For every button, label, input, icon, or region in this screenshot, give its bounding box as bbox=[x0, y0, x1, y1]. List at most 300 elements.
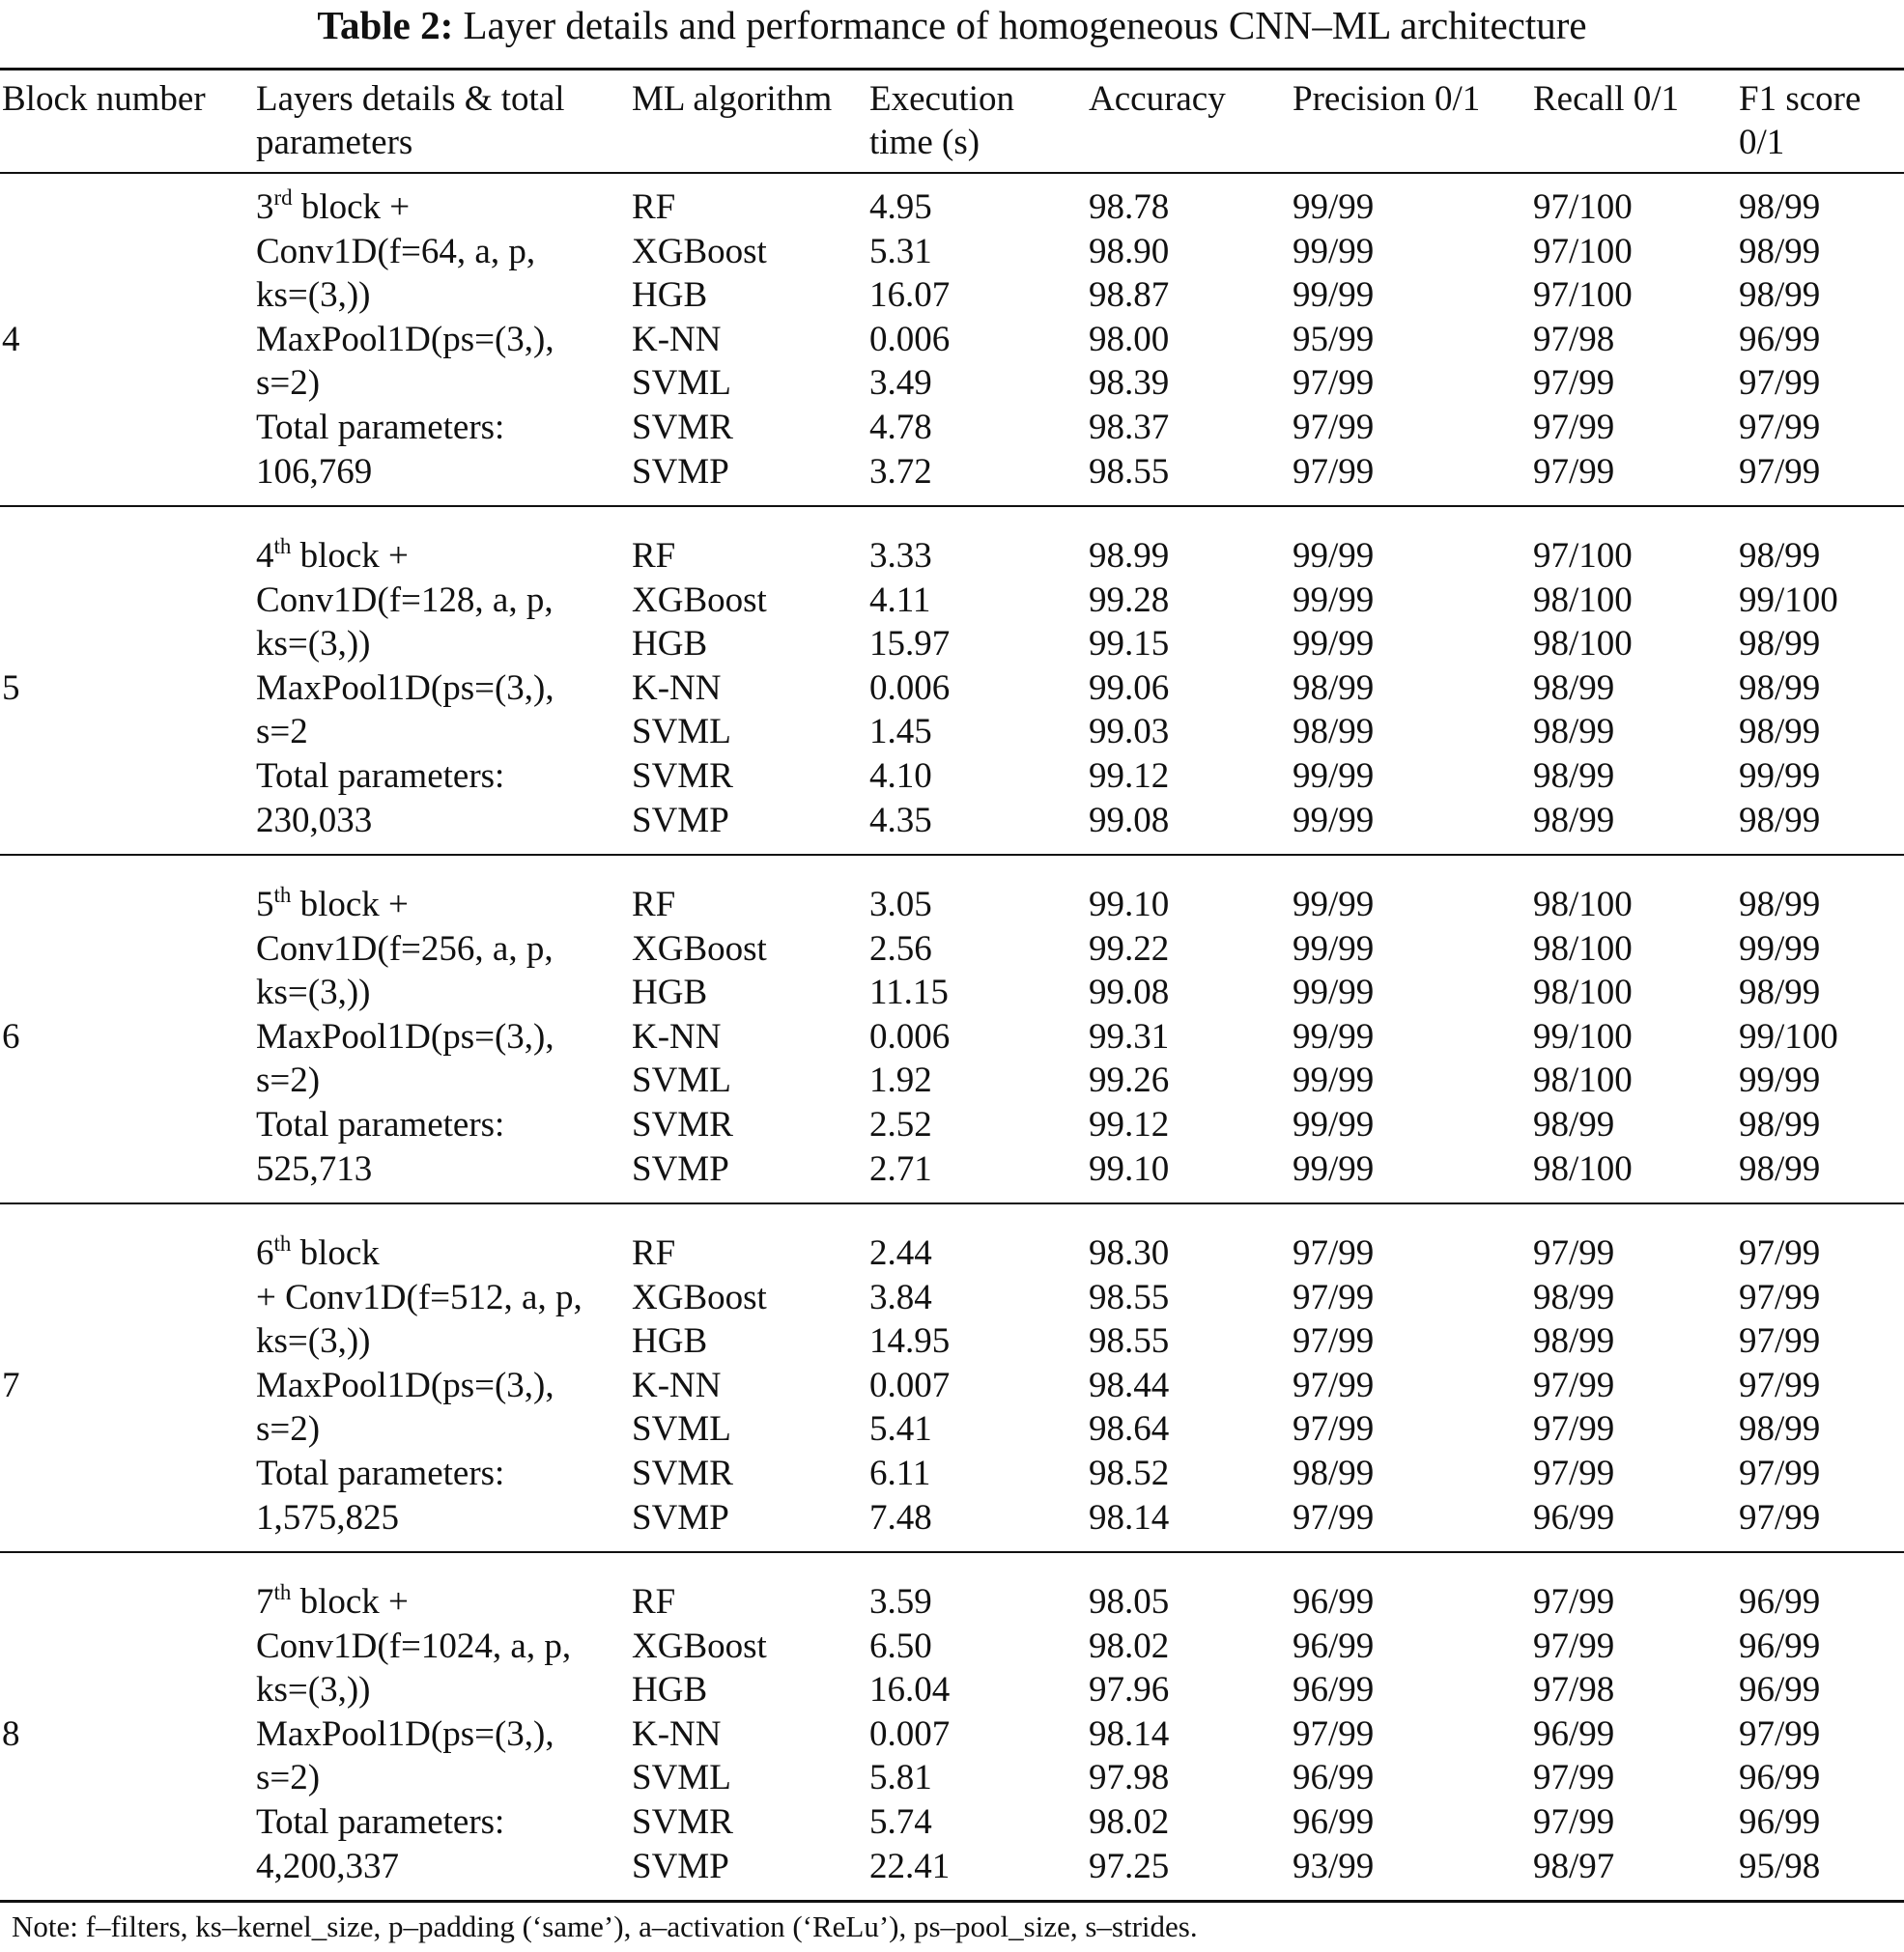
cell-accuracy: 98.55 bbox=[1089, 451, 1170, 492]
block-number: 4 bbox=[2, 319, 20, 359]
table-row bbox=[0, 1625, 1904, 1669]
table-row bbox=[0, 1147, 1904, 1192]
cell-execution-time: 1.45 bbox=[869, 712, 932, 752]
table-row bbox=[0, 666, 1904, 711]
table-row bbox=[0, 1319, 1904, 1364]
cell-f1-score: 98/99 bbox=[1739, 536, 1821, 576]
table-row bbox=[0, 622, 1904, 666]
cell-execution-time: 0.006 bbox=[869, 319, 951, 359]
cell-layer-details: ks=(3,)) bbox=[256, 973, 371, 1013]
cell-precision: 99/99 bbox=[1293, 928, 1375, 969]
layer-block-text: block + bbox=[291, 885, 409, 924]
layer-block-ordinal: 7 bbox=[256, 1582, 274, 1622]
cell-ml-algorithm: K-NN bbox=[632, 1713, 722, 1754]
cell-execution-time: 2.71 bbox=[869, 1148, 932, 1189]
table-row bbox=[0, 1845, 1904, 1889]
cell-f1-score: 98/99 bbox=[1739, 275, 1821, 316]
table-row bbox=[0, 883, 1904, 927]
cell-precision: 99/99 bbox=[1293, 624, 1375, 665]
cell-recall: 97/99 bbox=[1533, 1365, 1615, 1405]
block-separator-rule bbox=[0, 854, 1904, 856]
cell-precision: 98/99 bbox=[1293, 1454, 1375, 1493]
cell-recall: 97/99 bbox=[1533, 1409, 1615, 1450]
cell-ml-algorithm: SVMP bbox=[632, 1148, 729, 1189]
cell-execution-time: 0.007 bbox=[869, 1713, 951, 1754]
cell-execution-time: 3.49 bbox=[869, 363, 932, 404]
cell-f1-score: 97/99 bbox=[1739, 1497, 1821, 1538]
header-layers-line1: Layers details & total bbox=[256, 79, 565, 119]
header-ml-algorithm: ML algorithm bbox=[632, 79, 833, 119]
cell-recall: 97/100 bbox=[1533, 275, 1633, 316]
cell-layer-details: Conv1D(f=256, a, p, bbox=[256, 928, 554, 969]
cell-accuracy: 98.55 bbox=[1089, 1321, 1170, 1362]
cell-f1-score: 98/99 bbox=[1739, 231, 1821, 271]
cell-execution-time: 5.41 bbox=[869, 1409, 932, 1450]
cell-f1-score: 95/98 bbox=[1739, 1846, 1821, 1886]
block-separator-rule bbox=[0, 1202, 1904, 1204]
cell-recall: 96/99 bbox=[1533, 1713, 1615, 1754]
cell-accuracy: 98.90 bbox=[1089, 231, 1170, 271]
layer-ordinal-suffix: th bbox=[273, 534, 292, 559]
table-row bbox=[0, 230, 1904, 274]
cell-layer-details bbox=[256, 534, 409, 582]
cell-accuracy: 98.00 bbox=[1089, 319, 1170, 359]
cell-ml-algorithm: SVMR bbox=[632, 1105, 733, 1145]
cell-f1-score: 96/99 bbox=[1739, 319, 1821, 359]
cell-layer-details: 230,033 bbox=[256, 800, 373, 840]
cell-accuracy: 99.31 bbox=[1089, 1016, 1170, 1057]
cell-execution-time: 3.33 bbox=[869, 536, 932, 576]
cell-precision: 97/99 bbox=[1293, 451, 1375, 492]
table-row bbox=[0, 534, 1904, 579]
cell-execution-time: 7.48 bbox=[869, 1497, 932, 1538]
cell-layer-details: MaxPool1D(ps=(3,), bbox=[256, 319, 554, 359]
cell-f1-score: 97/99 bbox=[1739, 1233, 1821, 1273]
cell-layer-details: Total parameters: bbox=[256, 1454, 505, 1493]
cell-ml-algorithm: HGB bbox=[632, 275, 708, 316]
cell-execution-time: 5.31 bbox=[869, 231, 932, 271]
header-block-number: Block number bbox=[2, 79, 206, 119]
cell-ml-algorithm: K-NN bbox=[632, 667, 722, 708]
cell-precision: 97/99 bbox=[1293, 1321, 1375, 1362]
cell-precision: 96/99 bbox=[1293, 1670, 1375, 1711]
table-row bbox=[0, 406, 1904, 450]
cell-ml-algorithm: K-NN bbox=[632, 319, 722, 359]
block-separator-rule bbox=[0, 505, 1904, 507]
layer-block-text: block bbox=[291, 1233, 380, 1273]
table-row bbox=[0, 1580, 1904, 1625]
table-row bbox=[0, 1452, 1904, 1496]
cell-accuracy: 99.15 bbox=[1089, 624, 1170, 665]
cell-layer-details: + Conv1D(f=512, a, p, bbox=[256, 1277, 583, 1317]
table-row bbox=[0, 1059, 1904, 1103]
header-recall: Recall 0/1 bbox=[1533, 79, 1680, 119]
cell-f1-score: 96/99 bbox=[1739, 1626, 1821, 1666]
cell-ml-algorithm: XGBoost bbox=[632, 928, 767, 969]
cell-ml-algorithm: SVML bbox=[632, 1758, 731, 1798]
cell-f1-score: 98/99 bbox=[1739, 800, 1821, 840]
cell-precision: 99/99 bbox=[1293, 885, 1375, 924]
cell-accuracy: 98.14 bbox=[1089, 1713, 1170, 1754]
cell-precision: 99/99 bbox=[1293, 973, 1375, 1013]
cell-accuracy: 99.10 bbox=[1089, 1148, 1170, 1189]
cell-precision: 99/99 bbox=[1293, 1105, 1375, 1145]
block-number: 5 bbox=[2, 667, 20, 708]
cell-recall: 98/99 bbox=[1533, 756, 1615, 796]
cell-recall: 97/99 bbox=[1533, 1233, 1615, 1273]
cell-ml-algorithm: SVMR bbox=[632, 1802, 733, 1842]
cell-precision: 95/99 bbox=[1293, 319, 1375, 359]
cell-execution-time: 0.007 bbox=[869, 1365, 951, 1405]
cell-f1-score: 98/99 bbox=[1739, 885, 1821, 924]
cell-recall: 96/99 bbox=[1533, 1497, 1615, 1538]
cell-ml-algorithm: SVMR bbox=[632, 1454, 733, 1493]
table-row bbox=[0, 185, 1904, 230]
top-rule bbox=[0, 68, 1904, 71]
cell-execution-time: 4.95 bbox=[869, 187, 932, 227]
cell-recall: 98/100 bbox=[1533, 1061, 1633, 1101]
cell-ml-algorithm: K-NN bbox=[632, 1365, 722, 1405]
cell-layer-details: Total parameters: bbox=[256, 1802, 505, 1842]
cell-f1-score: 98/99 bbox=[1739, 1409, 1821, 1450]
cell-recall: 99/100 bbox=[1533, 1016, 1633, 1057]
cell-ml-algorithm: SVML bbox=[632, 363, 731, 404]
cell-f1-score: 97/99 bbox=[1739, 408, 1821, 447]
block-separator-rule bbox=[0, 1551, 1904, 1553]
cell-precision: 97/99 bbox=[1293, 1497, 1375, 1538]
bottom-rule bbox=[0, 1900, 1904, 1903]
cell-f1-score: 99/99 bbox=[1739, 928, 1821, 969]
cell-layer-details: Total parameters: bbox=[256, 1105, 505, 1145]
cell-accuracy: 99.12 bbox=[1089, 756, 1170, 796]
cell-ml-algorithm: RF bbox=[632, 885, 676, 924]
table-row bbox=[0, 579, 1904, 623]
layer-block-ordinal: 5 bbox=[256, 885, 274, 924]
cell-layer-details bbox=[256, 185, 410, 234]
cell-recall: 98/100 bbox=[1533, 1148, 1633, 1189]
cell-ml-algorithm: XGBoost bbox=[632, 1277, 767, 1317]
cell-accuracy: 98.87 bbox=[1089, 275, 1170, 316]
cell-ml-algorithm: HGB bbox=[632, 624, 708, 665]
table-row bbox=[0, 971, 1904, 1015]
cell-recall: 97/100 bbox=[1533, 231, 1633, 271]
cell-ml-algorithm: SVMP bbox=[632, 451, 729, 492]
cell-execution-time: 4.78 bbox=[869, 408, 932, 447]
cell-f1-score: 98/99 bbox=[1739, 1105, 1821, 1145]
cell-layer-details: ks=(3,)) bbox=[256, 275, 371, 316]
cell-ml-algorithm: RF bbox=[632, 536, 676, 576]
cell-f1-score: 96/99 bbox=[1739, 1802, 1821, 1842]
cell-recall: 98/97 bbox=[1533, 1846, 1615, 1886]
cell-layer-details: 1,575,825 bbox=[256, 1497, 399, 1538]
cell-f1-score: 99/100 bbox=[1739, 580, 1838, 620]
table-row bbox=[0, 710, 1904, 754]
cell-layer-details: 525,713 bbox=[256, 1148, 373, 1189]
cell-execution-time: 3.72 bbox=[869, 451, 932, 492]
cell-layer-details: Conv1D(f=128, a, p, bbox=[256, 580, 554, 620]
cell-layer-details: 106,769 bbox=[256, 451, 373, 492]
cell-ml-algorithm: RF bbox=[632, 1582, 676, 1622]
cell-accuracy: 98.78 bbox=[1089, 187, 1170, 227]
cell-execution-time: 16.07 bbox=[869, 275, 951, 316]
cell-precision: 99/99 bbox=[1293, 1016, 1375, 1057]
header-precision: Precision 0/1 bbox=[1293, 79, 1481, 119]
cell-precision: 99/99 bbox=[1293, 231, 1375, 271]
cell-execution-time: 15.97 bbox=[869, 624, 951, 665]
layer-ordinal-suffix: th bbox=[273, 1580, 292, 1605]
cell-precision: 97/99 bbox=[1293, 363, 1375, 404]
cell-recall: 97/99 bbox=[1533, 363, 1615, 404]
cell-accuracy: 98.39 bbox=[1089, 363, 1170, 404]
cell-execution-time: 5.81 bbox=[869, 1758, 932, 1798]
block-number: 7 bbox=[2, 1365, 20, 1405]
table-row bbox=[0, 1756, 1904, 1800]
block-number: 6 bbox=[2, 1016, 20, 1057]
cell-layer-details: Conv1D(f=64, a, p, bbox=[256, 231, 536, 271]
caption-text: Layer details and performance of homogeneous CNN–ML architecture bbox=[463, 3, 1587, 47]
layer-block-text: block + bbox=[292, 187, 411, 227]
cell-precision: 99/99 bbox=[1293, 536, 1375, 576]
cell-layer-details: s=2 bbox=[256, 712, 308, 752]
cell-execution-time: 3.59 bbox=[869, 1582, 932, 1622]
layer-block-ordinal: 3 bbox=[256, 187, 274, 227]
cell-f1-score: 97/99 bbox=[1739, 1321, 1821, 1362]
cell-precision: 99/99 bbox=[1293, 756, 1375, 796]
cell-accuracy: 99.08 bbox=[1089, 800, 1170, 840]
table-row bbox=[0, 927, 1904, 972]
cell-execution-time: 6.11 bbox=[869, 1454, 931, 1493]
table-row bbox=[0, 754, 1904, 799]
cell-layer-details: Total parameters: bbox=[256, 756, 505, 796]
cell-precision: 96/99 bbox=[1293, 1626, 1375, 1666]
layer-block-ordinal: 6 bbox=[256, 1233, 274, 1273]
cell-ml-algorithm: SVMP bbox=[632, 1497, 729, 1538]
cell-recall: 98/100 bbox=[1533, 580, 1633, 620]
cell-accuracy: 99.10 bbox=[1089, 885, 1170, 924]
table-note: Note: f–filters, ks–kernel_size, p–padding (‘same’), a–activation (‘ReLu’), ps–pool_size, s–strides. bbox=[12, 1910, 1198, 1943]
table-row bbox=[0, 1276, 1904, 1320]
cell-execution-time: 16.04 bbox=[869, 1670, 951, 1711]
table-row bbox=[0, 450, 1904, 495]
cell-f1-score: 96/99 bbox=[1739, 1758, 1821, 1798]
cell-accuracy: 97.98 bbox=[1089, 1758, 1170, 1798]
header-f1 bbox=[1739, 77, 1861, 164]
layer-ordinal-suffix: rd bbox=[273, 185, 293, 211]
cell-execution-time: 4.10 bbox=[869, 756, 932, 796]
table-row bbox=[0, 1668, 1904, 1712]
cell-f1-score: 96/99 bbox=[1739, 1670, 1821, 1711]
cell-precision: 99/99 bbox=[1293, 275, 1375, 316]
cell-ml-algorithm: RF bbox=[632, 187, 676, 227]
cell-f1-score: 99/99 bbox=[1739, 756, 1821, 796]
layer-block-ordinal: 4 bbox=[256, 536, 274, 576]
cell-accuracy: 99.08 bbox=[1089, 973, 1170, 1013]
header-f1-line1: F1 score bbox=[1739, 79, 1861, 119]
cell-recall: 97/99 bbox=[1533, 451, 1615, 492]
cell-layer-details: s=2) bbox=[256, 1409, 321, 1450]
cell-precision: 96/99 bbox=[1293, 1582, 1375, 1622]
cell-layer-details: s=2) bbox=[256, 363, 321, 404]
cell-execution-time: 22.41 bbox=[869, 1846, 951, 1886]
table-row bbox=[0, 1103, 1904, 1147]
cell-recall: 97/99 bbox=[1533, 1454, 1615, 1493]
cell-f1-score: 98/99 bbox=[1739, 667, 1821, 708]
cell-f1-score: 98/99 bbox=[1739, 973, 1821, 1013]
cell-ml-algorithm: HGB bbox=[632, 1670, 708, 1711]
header-layers-line2: parameters bbox=[256, 123, 413, 162]
cell-precision: 96/99 bbox=[1293, 1758, 1375, 1798]
cell-layer-details: Conv1D(f=1024, a, p, bbox=[256, 1626, 572, 1666]
cell-execution-time: 0.006 bbox=[869, 1016, 951, 1057]
cell-f1-score: 99/99 bbox=[1739, 1061, 1821, 1101]
cell-accuracy: 98.02 bbox=[1089, 1626, 1170, 1666]
cell-accuracy: 98.14 bbox=[1089, 1497, 1170, 1538]
cell-recall: 98/99 bbox=[1533, 1321, 1615, 1362]
cell-precision: 98/99 bbox=[1293, 667, 1375, 708]
cell-accuracy: 99.03 bbox=[1089, 712, 1170, 752]
cell-f1-score: 98/99 bbox=[1739, 624, 1821, 665]
table-row bbox=[0, 1496, 1904, 1541]
table-row bbox=[0, 1015, 1904, 1060]
cell-recall: 98/99 bbox=[1533, 712, 1615, 752]
cell-recall: 98/99 bbox=[1533, 1105, 1615, 1145]
table-row bbox=[0, 1407, 1904, 1452]
cell-recall: 97/98 bbox=[1533, 319, 1615, 359]
cell-execution-time: 3.05 bbox=[869, 885, 932, 924]
cell-accuracy: 97.96 bbox=[1089, 1670, 1170, 1711]
cell-recall: 98/99 bbox=[1533, 1277, 1615, 1317]
cell-recall: 97/99 bbox=[1533, 1626, 1615, 1666]
caption-label: Table 2: bbox=[317, 3, 454, 47]
cell-layer-details bbox=[256, 883, 409, 931]
cell-recall: 97/100 bbox=[1533, 187, 1633, 227]
cell-execution-time: 2.44 bbox=[869, 1233, 932, 1273]
cell-ml-algorithm: RF bbox=[632, 1233, 676, 1273]
cell-ml-algorithm: XGBoost bbox=[632, 1626, 767, 1666]
cell-accuracy: 98.64 bbox=[1089, 1409, 1170, 1450]
cell-accuracy: 98.99 bbox=[1089, 536, 1170, 576]
cell-execution-time: 4.35 bbox=[869, 800, 932, 840]
table-row bbox=[0, 361, 1904, 406]
cell-f1-score: 97/99 bbox=[1739, 1713, 1821, 1754]
cell-precision: 99/99 bbox=[1293, 187, 1375, 227]
cell-layer-details: 4,200,337 bbox=[256, 1846, 399, 1886]
cell-layer-details: MaxPool1D(ps=(3,), bbox=[256, 1713, 554, 1754]
cell-recall: 98/99 bbox=[1533, 800, 1615, 840]
cell-ml-algorithm: XGBoost bbox=[632, 231, 767, 271]
layer-block-text: block + bbox=[291, 1582, 409, 1622]
cell-layer-details bbox=[256, 1231, 380, 1280]
cell-f1-score: 98/99 bbox=[1739, 712, 1821, 752]
cell-ml-algorithm: HGB bbox=[632, 973, 708, 1013]
table-row bbox=[0, 1800, 1904, 1845]
cell-recall: 98/100 bbox=[1533, 624, 1633, 665]
header-accuracy: Accuracy bbox=[1089, 79, 1226, 119]
cell-recall: 97/99 bbox=[1533, 1802, 1615, 1842]
cell-execution-time: 2.56 bbox=[869, 928, 932, 969]
cell-accuracy: 99.26 bbox=[1089, 1061, 1170, 1101]
cell-layer-details: Total parameters: bbox=[256, 408, 505, 447]
cell-ml-algorithm: SVML bbox=[632, 1061, 731, 1101]
header-f1-line2: 0/1 bbox=[1739, 123, 1785, 162]
cell-accuracy: 98.52 bbox=[1089, 1454, 1170, 1493]
table-row bbox=[0, 1364, 1904, 1408]
cell-accuracy: 99.06 bbox=[1089, 667, 1170, 708]
cell-recall: 97/98 bbox=[1533, 1670, 1615, 1711]
cell-execution-time: 3.84 bbox=[869, 1277, 932, 1317]
cell-precision: 97/99 bbox=[1293, 1713, 1375, 1754]
cell-execution-time: 11.15 bbox=[869, 973, 949, 1013]
cell-ml-algorithm: SVMP bbox=[632, 800, 729, 840]
cell-ml-algorithm: K-NN bbox=[632, 1016, 722, 1057]
cell-accuracy: 97.25 bbox=[1089, 1846, 1170, 1886]
cell-precision: 97/99 bbox=[1293, 1233, 1375, 1273]
cell-accuracy: 98.37 bbox=[1089, 408, 1170, 447]
cell-precision: 96/99 bbox=[1293, 1802, 1375, 1842]
cell-recall: 97/99 bbox=[1533, 1582, 1615, 1622]
cell-precision: 97/99 bbox=[1293, 1365, 1375, 1405]
cell-layer-details: MaxPool1D(ps=(3,), bbox=[256, 1365, 554, 1405]
cell-precision: 98/99 bbox=[1293, 712, 1375, 752]
cell-layer-details: s=2) bbox=[256, 1061, 321, 1101]
cell-f1-score: 97/99 bbox=[1739, 1454, 1821, 1493]
header-exec-line1: Execution bbox=[869, 79, 1015, 119]
cell-f1-score: 96/99 bbox=[1739, 1582, 1821, 1622]
cell-precision: 97/99 bbox=[1293, 408, 1375, 447]
table-row bbox=[0, 318, 1904, 362]
header-rule bbox=[0, 172, 1904, 174]
cell-layer-details: ks=(3,)) bbox=[256, 624, 371, 665]
table-row bbox=[0, 799, 1904, 843]
cell-recall: 98/100 bbox=[1533, 928, 1633, 969]
cell-f1-score: 97/99 bbox=[1739, 363, 1821, 404]
cell-layer-details bbox=[256, 1580, 409, 1628]
cell-accuracy: 98.44 bbox=[1089, 1365, 1170, 1405]
table-row bbox=[0, 1712, 1904, 1757]
cell-precision: 99/99 bbox=[1293, 1061, 1375, 1101]
cell-accuracy: 98.30 bbox=[1089, 1233, 1170, 1273]
cell-precision: 99/99 bbox=[1293, 1148, 1375, 1189]
table-row bbox=[0, 1231, 1904, 1276]
cell-f1-score: 98/99 bbox=[1739, 187, 1821, 227]
cell-accuracy: 98.02 bbox=[1089, 1802, 1170, 1842]
cell-recall: 97/99 bbox=[1533, 408, 1615, 447]
cell-layer-details: ks=(3,)) bbox=[256, 1670, 371, 1711]
cell-ml-algorithm: HGB bbox=[632, 1321, 708, 1362]
cell-layer-details: s=2) bbox=[256, 1758, 321, 1798]
cell-recall: 98/100 bbox=[1533, 885, 1633, 924]
header-execution-time bbox=[869, 77, 1014, 164]
cell-recall: 98/100 bbox=[1533, 973, 1633, 1013]
cell-ml-algorithm: XGBoost bbox=[632, 580, 767, 620]
cell-execution-time: 6.50 bbox=[869, 1626, 932, 1666]
layer-ordinal-suffix: th bbox=[273, 883, 292, 908]
table-row bbox=[0, 273, 1904, 318]
cell-accuracy: 99.12 bbox=[1089, 1105, 1170, 1145]
cell-ml-algorithm: SVMR bbox=[632, 408, 733, 447]
cell-recall: 97/99 bbox=[1533, 1758, 1615, 1798]
block-number: 8 bbox=[2, 1713, 20, 1754]
cell-layer-details: MaxPool1D(ps=(3,), bbox=[256, 667, 554, 708]
layer-ordinal-suffix: th bbox=[273, 1231, 292, 1257]
layer-block-text: block + bbox=[291, 536, 409, 576]
cell-ml-algorithm: SVMP bbox=[632, 1846, 729, 1886]
cell-accuracy: 98.55 bbox=[1089, 1277, 1170, 1317]
cell-f1-score: 97/99 bbox=[1739, 451, 1821, 492]
header-layers bbox=[256, 77, 565, 164]
cell-f1-score: 99/100 bbox=[1739, 1016, 1838, 1057]
header-exec-line2: time (s) bbox=[869, 123, 980, 162]
